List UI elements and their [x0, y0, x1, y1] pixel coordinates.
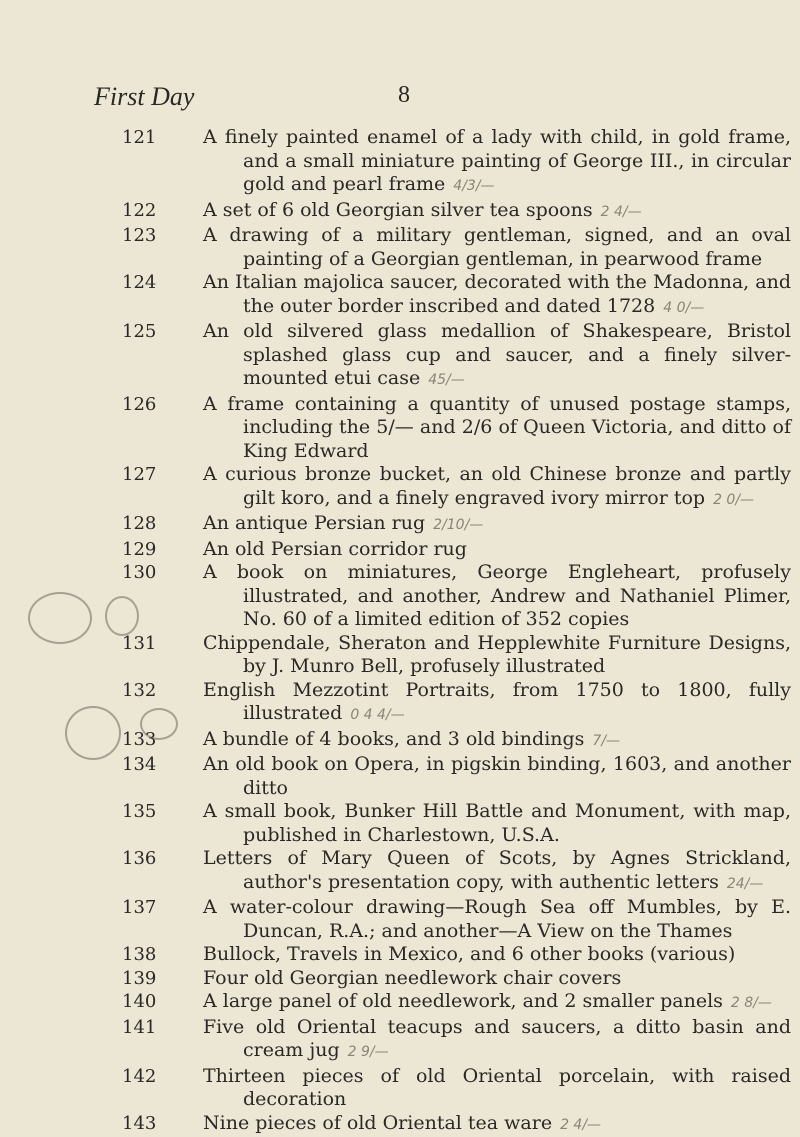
lot-number: 122 — [122, 199, 182, 223]
lot-item — [0, 943, 800, 967]
lot-description: A water-colour drawing—Rough Sea off Mumbles, by E. Duncan, R.A.; and another—A View on the Thames — [203, 896, 791, 942]
lot-number: 139 — [122, 967, 182, 991]
pencil-annotation: 2/10/— — [433, 517, 483, 533]
lot-description-block — [243, 1065, 791, 1112]
lot-description: A bundle of 4 books, and 3 old bindings — [203, 728, 584, 750]
lot-description-block — [243, 199, 791, 225]
lot-description-block — [243, 1016, 791, 1065]
lot-description: A drawing of a military gentleman, signed, and an oval painting of a Georgian gentleman, in pearwood frame — [203, 224, 791, 270]
pencil-annotation: 2 9/— — [348, 1044, 389, 1060]
lot-description-block — [243, 728, 791, 754]
page-number: 8 — [398, 82, 410, 109]
lot-description-block — [243, 800, 791, 847]
lot-number: 141 — [122, 1016, 182, 1040]
lot-number: 142 — [122, 1065, 182, 1089]
lot-number: 136 — [122, 847, 182, 871]
lot-number: 137 — [122, 896, 182, 920]
lot-description-block — [243, 896, 791, 943]
lot-description: Chippendale, Sheraton and Hepplewhite Furniture Designs, by J. Munro Bell, profusely illustrated — [203, 632, 791, 678]
lot-number: 128 — [122, 512, 182, 536]
lot-item — [0, 271, 800, 320]
pencil-annotation: 45/— — [428, 372, 465, 388]
lot-description-block — [243, 990, 791, 1016]
lot-description: An old Persian corridor rug — [203, 538, 467, 560]
lot-number: 123 — [122, 224, 182, 248]
pencil-annotation: 2 8/— — [731, 995, 772, 1011]
lot-description: Five old Oriental teacups and saucers, a ditto basin and cream jug — [203, 1016, 791, 1062]
lot-description: An old book on Opera, in pigskin binding, 1603, and another ditto — [203, 753, 791, 799]
lot-description: English Mezzotint Portraits, from 1750 to 1800, fully illustrated — [203, 679, 791, 725]
lot-item — [0, 393, 800, 464]
lot-description-block — [243, 463, 791, 512]
lot-item — [0, 896, 800, 943]
lot-description-block — [243, 753, 791, 800]
lot-description: Thirteen pieces of old Oriental porcelain, with raised decoration — [203, 1065, 791, 1111]
lot-number: 143 — [122, 1112, 182, 1136]
lot-item — [0, 753, 800, 800]
lot-item — [0, 463, 800, 512]
lot-number: 129 — [122, 538, 182, 562]
lot-item — [0, 224, 800, 271]
lot-number: 132 — [122, 679, 182, 703]
lot-description-block — [243, 561, 791, 632]
lot-description-block — [243, 320, 791, 393]
lot-description-block — [243, 393, 791, 464]
pencil-annotation: 4 0/— — [663, 300, 704, 316]
lot-number: 127 — [122, 463, 182, 487]
lot-description-block — [243, 679, 791, 728]
lot-item — [0, 199, 800, 225]
lot-item — [0, 512, 800, 538]
lot-description-block — [243, 943, 791, 967]
lot-description: A large panel of old needlework, and 2 smaller panels — [203, 990, 723, 1012]
lot-number: 133 — [122, 728, 182, 752]
lot-item — [0, 561, 800, 632]
lot-number: 121 — [122, 126, 182, 150]
pencil-annotation: 0 4 4/— — [350, 707, 404, 723]
lot-description: A curious bronze bucket, an old Chinese bronze and partly gilt koro, and a finely engraved ivory mirror top — [203, 463, 791, 509]
lot-number: 140 — [122, 990, 182, 1014]
lot-item — [0, 538, 800, 562]
pencil-annotation: 2 4/— — [601, 204, 642, 220]
lot-description: Four old Georgian needlework chair covers — [203, 967, 621, 989]
lot-item — [0, 126, 800, 199]
day-heading: First Day — [94, 82, 194, 112]
lot-number: 131 — [122, 632, 182, 656]
lot-item — [0, 728, 800, 754]
lot-number: 130 — [122, 561, 182, 585]
lot-description: A set of 6 old Georgian silver tea spoons — [203, 199, 593, 221]
lot-item — [0, 967, 800, 991]
lot-item — [0, 320, 800, 393]
lot-item — [0, 990, 800, 1016]
lot-number: 138 — [122, 943, 182, 967]
lot-number: 124 — [122, 271, 182, 295]
lot-item — [0, 1016, 800, 1065]
lot-number: 126 — [122, 393, 182, 417]
lot-description: Nine pieces of old Oriental tea ware — [203, 1112, 552, 1134]
lot-description: A frame containing a quantity of unused postage stamps, including the 5/— and 2/6 of Queen Victoria, and ditto of King Edward — [203, 393, 791, 462]
page-header — [0, 82, 800, 112]
lot-description: Bullock, Travels in Mexico, and 6 other books (various) — [203, 943, 735, 965]
lot-item — [0, 632, 800, 679]
lot-description: Letters of Mary Queen of Scots, by Agnes Strickland, author's presentation copy, with authentic letters — [203, 847, 791, 893]
lot-description: An Italian majolica saucer, decorated with the Madonna, and the outer border inscribed and dated 1728 — [203, 271, 791, 317]
pencil-annotation: 2 0/— — [713, 492, 754, 508]
lot-description-block — [243, 847, 791, 896]
lot-number: 125 — [122, 320, 182, 344]
lot-description-block — [243, 1112, 791, 1137]
lot-number: 134 — [122, 753, 182, 777]
lot-description-block — [243, 538, 791, 562]
lot-description: A small book, Bunker Hill Battle and Monument, with map, published in Charlestown, U.S.A. — [203, 800, 791, 846]
pencil-annotation: 2 4/— — [560, 1117, 601, 1133]
lot-item — [0, 1065, 800, 1112]
lot-item — [0, 1112, 800, 1137]
lot-description-block — [243, 271, 791, 320]
lot-description: A finely painted enamel of a lady with child, in gold frame, and a small miniature painting of George III., in circular gold and pearl frame — [203, 126, 791, 195]
lot-description-block — [243, 967, 791, 991]
lot-description: A book on miniatures, George Engleheart, profusely illustrated, and another, Andrew and Nathaniel Plimer, No. 60 of a limited edition of 352 copies — [203, 561, 791, 630]
lot-description-block — [243, 224, 791, 271]
lot-description-block — [243, 632, 791, 679]
lot-item — [0, 679, 800, 728]
lot-item — [0, 847, 800, 896]
lot-number: 135 — [122, 800, 182, 824]
lot-item — [0, 800, 800, 847]
lot-description: An old silvered glass medallion of Shakespeare, Bristol splashed glass cup and saucer, and a finely silver-mounted etui case — [203, 320, 791, 389]
pencil-annotation: 24/— — [727, 876, 764, 892]
pencil-annotation: 4/3/— — [453, 178, 494, 194]
pencil-annotation: 7/— — [592, 733, 620, 749]
lot-description-block — [243, 126, 791, 199]
lot-description-block — [243, 512, 791, 538]
lot-description: An antique Persian rug — [203, 512, 425, 534]
lot-list — [0, 126, 800, 1137]
